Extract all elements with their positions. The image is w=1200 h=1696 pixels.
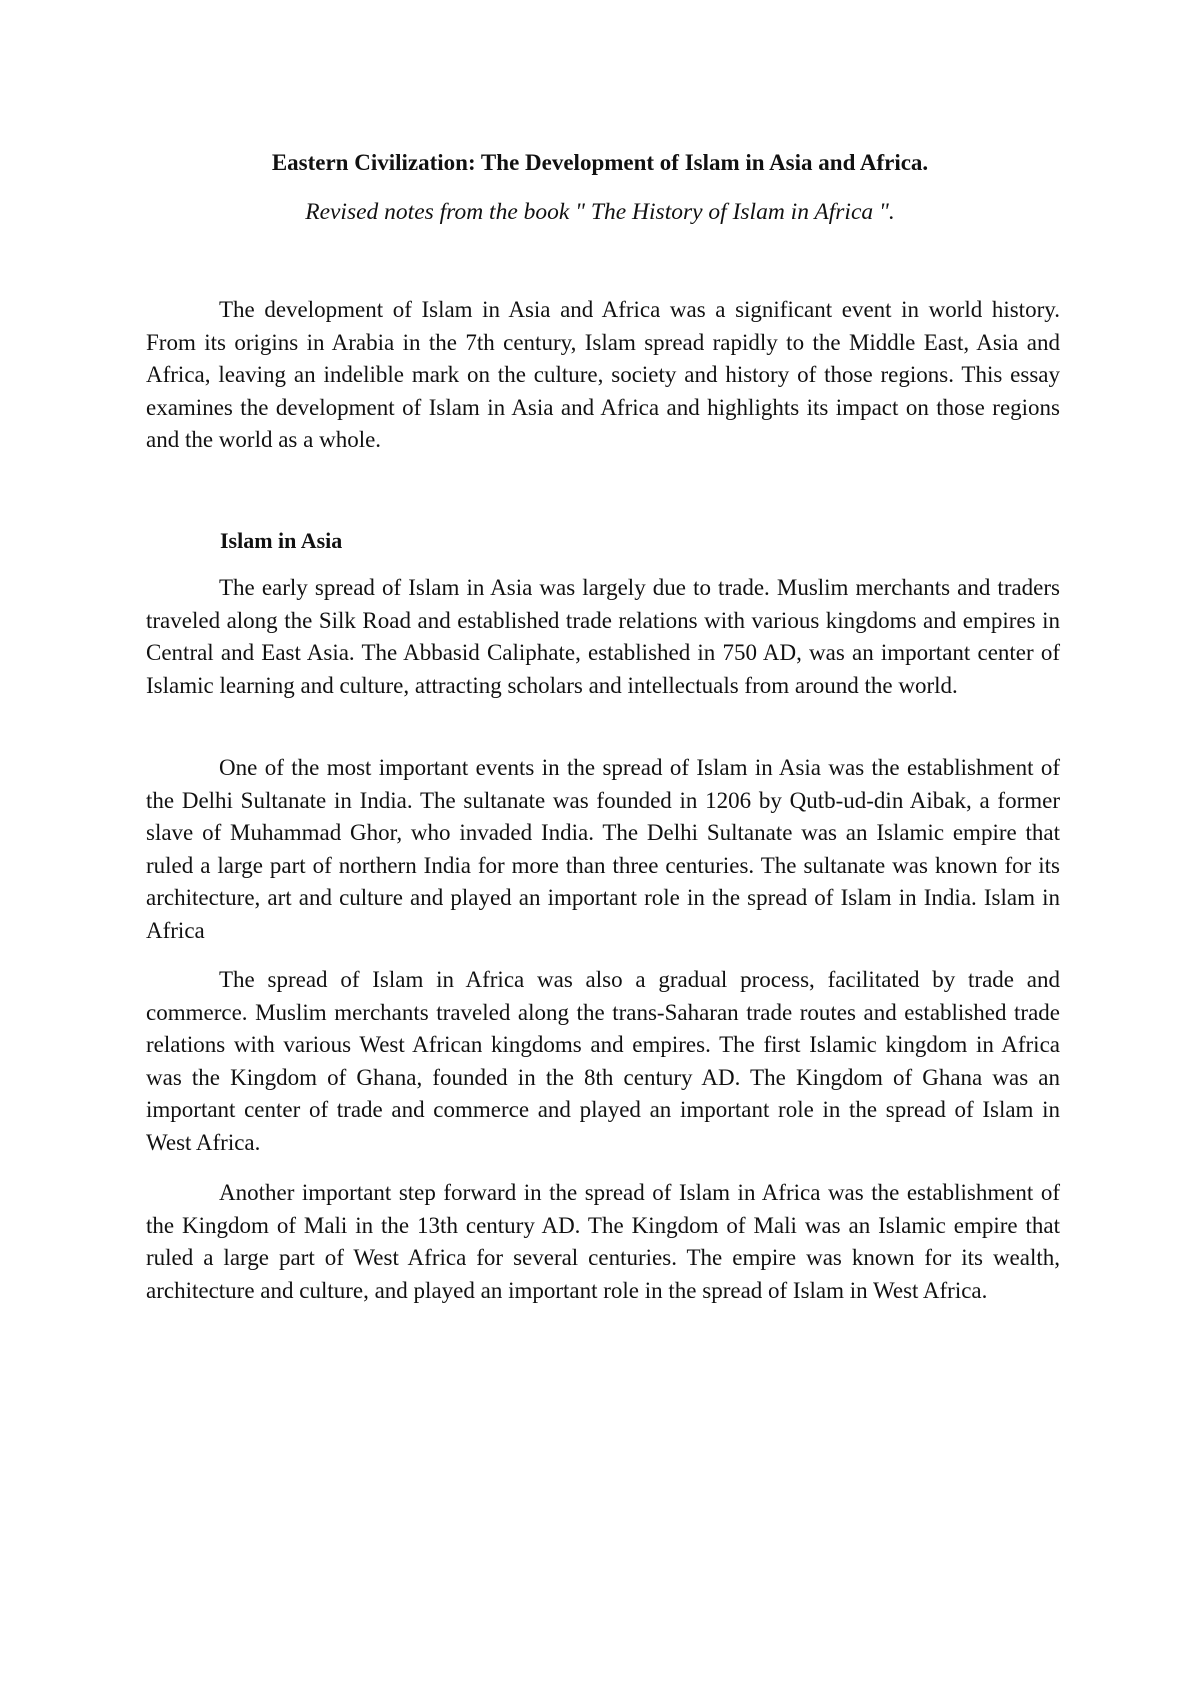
document-title: Eastern Civilization: The Development of Islam in Asia and Africa.: [271, 150, 929, 175]
body-paragraph: Another important step forward in the spread of Islam in Africa was the establishment of the Kingdom of Mali in the 13th century AD. The Kingdom of Mali was an Islamic empire that ruled a large part of West Africa for several centuries. The empire was known for its wealth, architecture and culture, and played an important role in the spread of Islam in West Africa.: [146, 1180, 1060, 1303]
section-heading-islam-in-asia: Islam in Asia: [220, 528, 343, 553]
body-paragraph: One of the most important events in the spread of Islam in Asia was the establishment of the Delhi Sultanate in India. The sultanate was founded in 1206 by Qutb-ud-din Aibak, a former slave of Muhammad Ghor, who invaded India. The Delhi Sultanate was an Islamic empire that ruled a large part of northern India for more than three centuries. The sultanate was known for its architecture, art and culture and played an important role in the spread of Islam in India. Islam in Africa: [146, 755, 1060, 943]
intro-paragraph: The development of Islam in Asia and Africa was a significant event in world history. From its origins in Arabia in the 7th century, Islam spread rapidly to the Middle East, Asia and Africa, leaving an indelible mark on the culture, society and history of those regions. This essay examines the development of Islam in Asia and Africa and highlights its impact on those regions and the world as a whole.: [146, 297, 1060, 453]
body-paragraph: The spread of Islam in Africa was also a gradual process, facilitated by trade and commerce. Muslim merchants traveled along the trans-Saharan trade routes and established trade relations with various West African kingdoms and empires. The first Islamic kingdom in Africa was the Kingdom of Ghana, founded in the 8th century AD. The Kingdom of Ghana was an important center of trade and commerce and played an important role in the spread of Islam in West Africa.: [146, 967, 1060, 1155]
document-subtitle: Revised notes from the book " The History of Islam in Africa ".: [305, 199, 895, 225]
body-paragraph: The early spread of Islam in Asia was largely due to trade. Muslim merchants and traders traveled along the Silk Road and established trade relations with various kingdoms and empires in Central and East Asia. The Abbasid Caliphate, established in 750 AD, was an important center of Islamic learning and culture, attracting scholars and intellectuals from around the world.: [146, 575, 1060, 698]
